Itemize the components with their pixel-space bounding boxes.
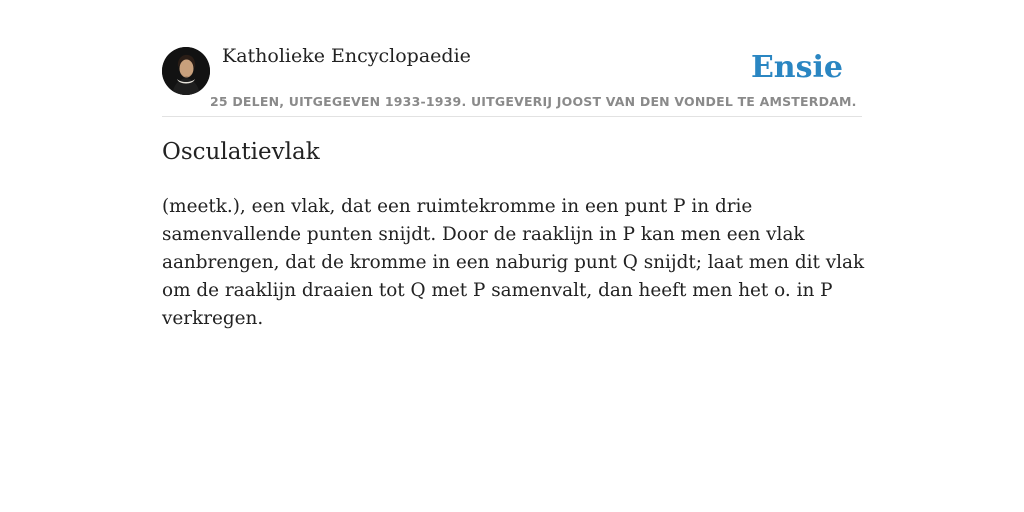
article-title: Osculatievlak — [162, 139, 320, 165]
source-subtitle: 25 DELEN, UITGEGEVEN 1933-1939. UITGEVERIJ JOOST VAN DEN VONDEL TE AMSTERDAM. — [210, 94, 857, 109]
source-avatar[interactable] — [162, 47, 210, 95]
ensie-logo-link[interactable]: Ensie — [750, 50, 843, 85]
source-header — [162, 40, 862, 117]
source-title[interactable]: Katholieke Encyclopaedie — [222, 45, 471, 67]
portrait-icon — [162, 47, 210, 95]
article-body: (meetk.), een vlak, dat een ruimtekromme in een punt P in drie samenvallende punten snijdt. Door de raaklijn in P kan men een vlak aanbrengen, dat de kromme in een naburig punt Q snijdt; laat men dit vlak om de raaklijn draaien tot Q met P samenvalt, dan heeft men het o. in P verkregen. — [162, 196, 865, 329]
